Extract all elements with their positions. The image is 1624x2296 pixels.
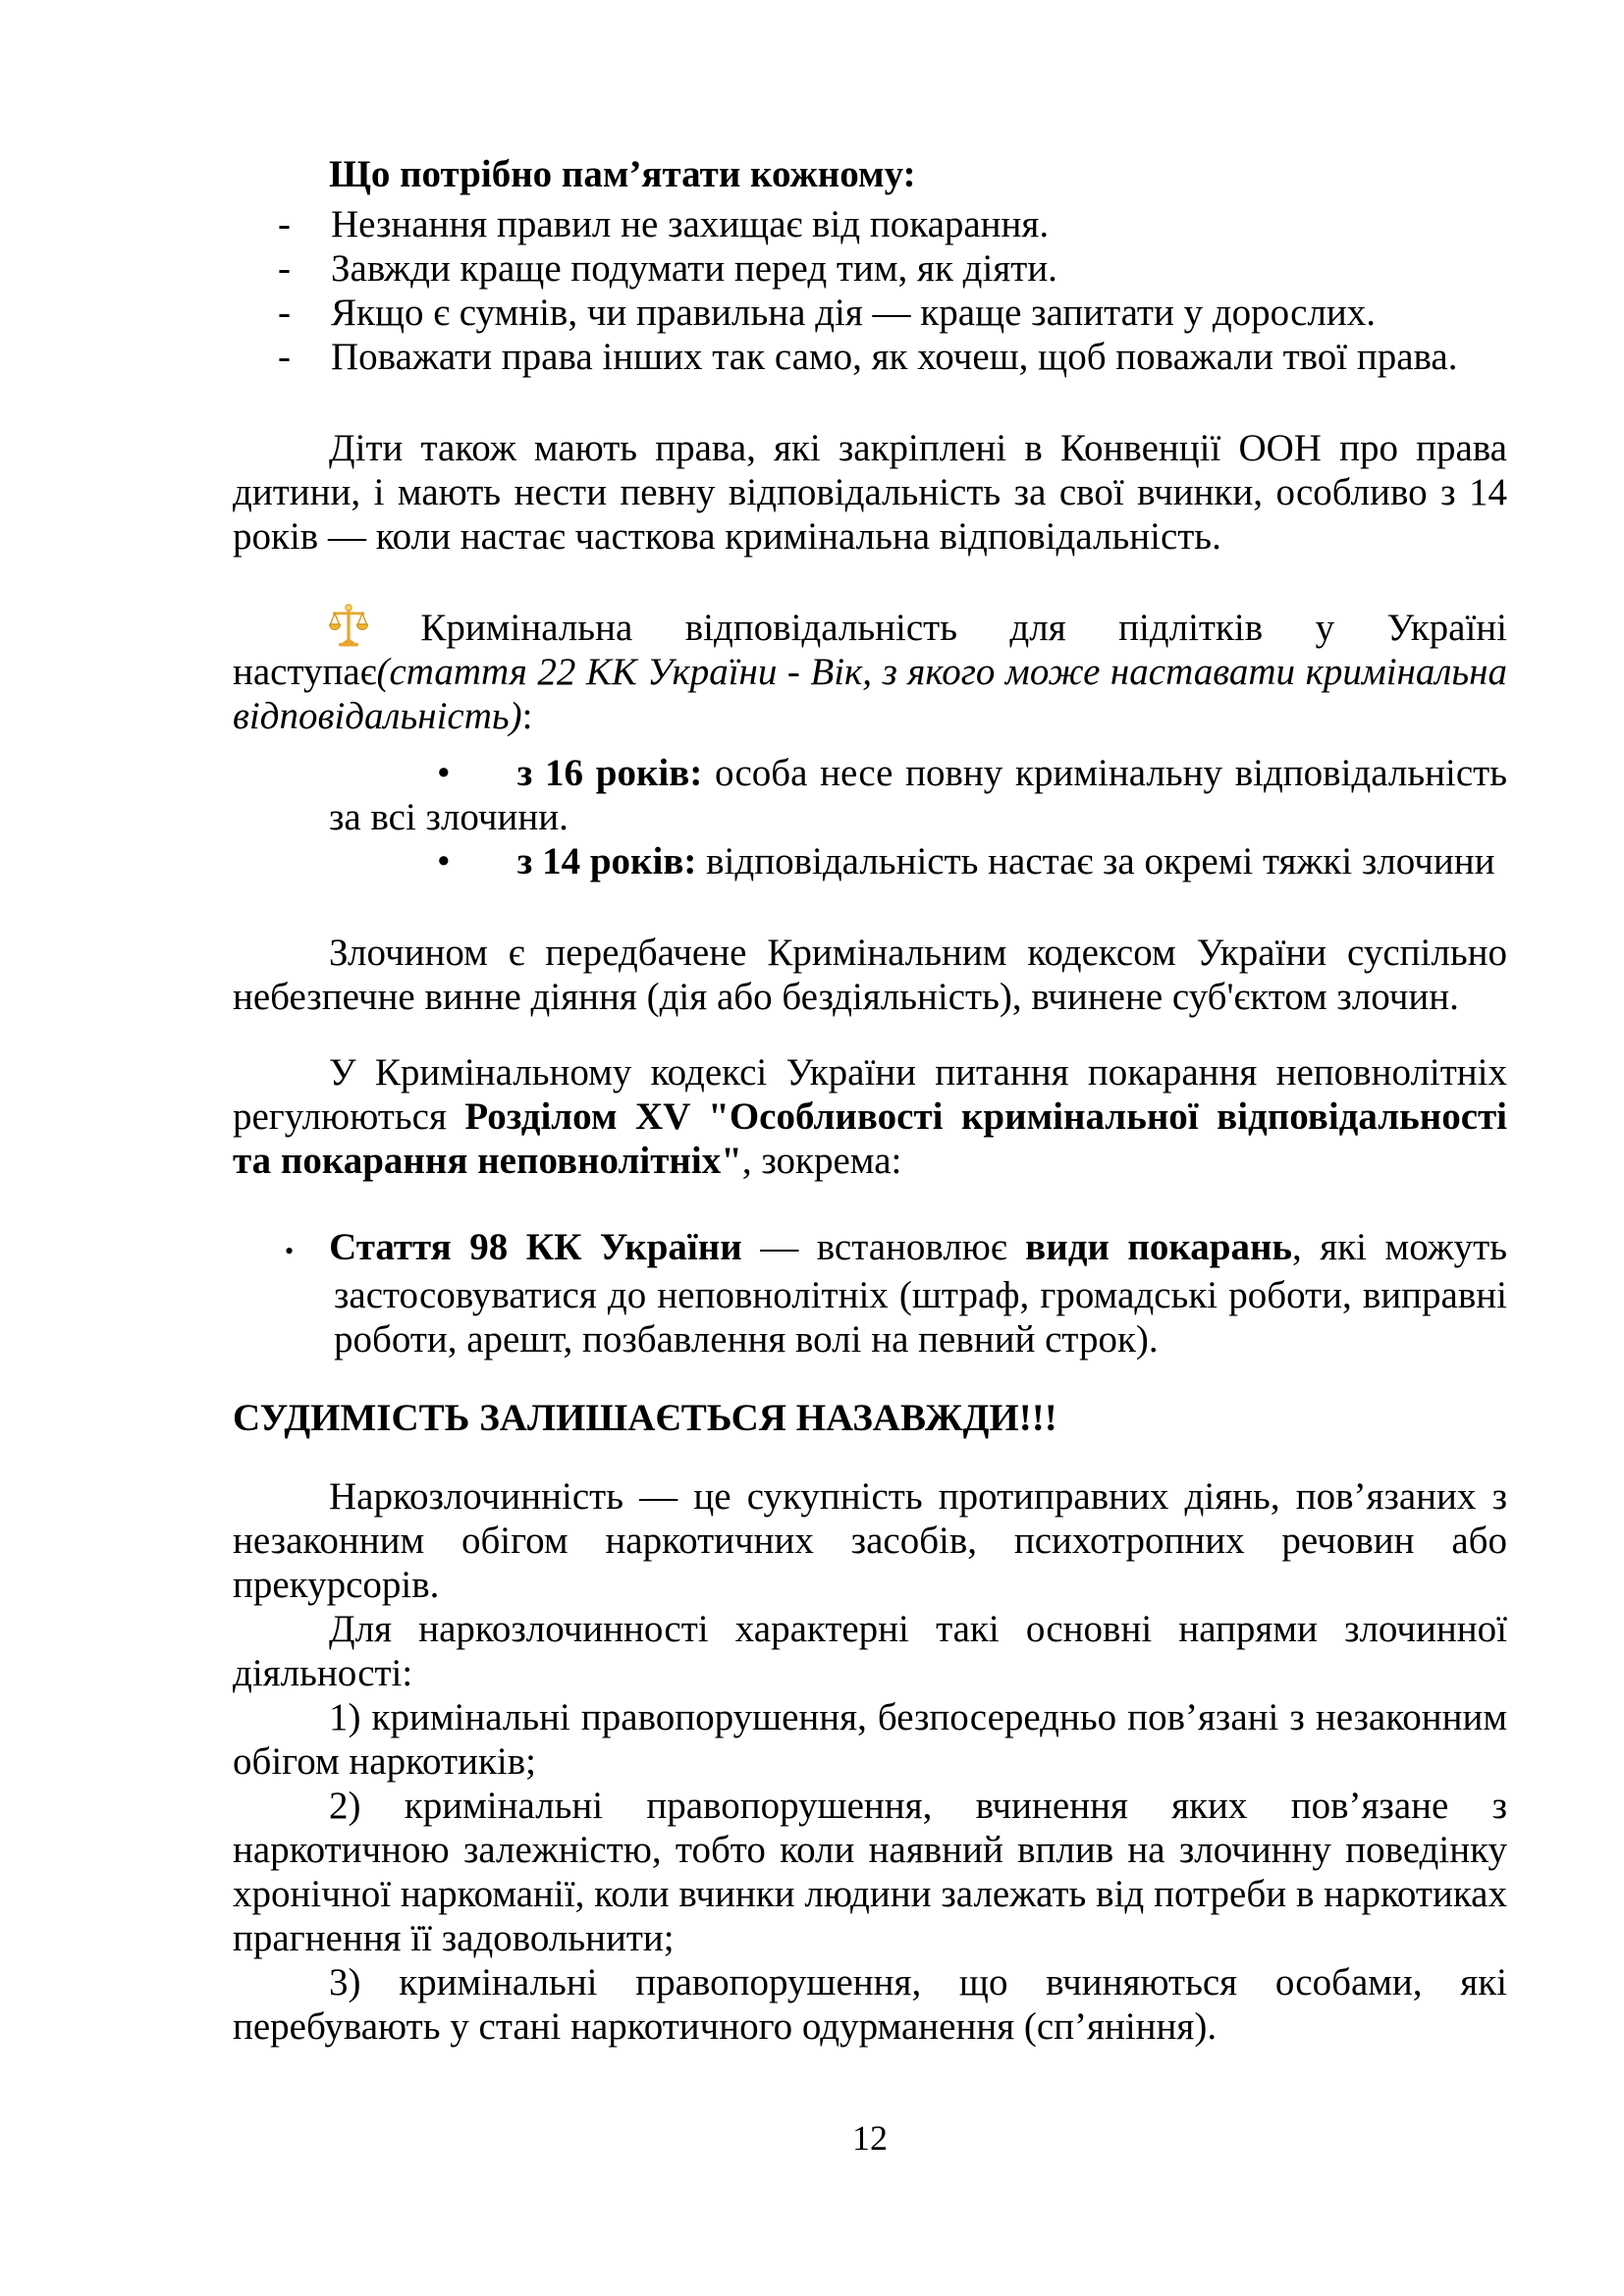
scales-icon — [329, 603, 368, 648]
age-bullet-list — [233, 751, 1507, 883]
article-98-mid: — встановлює — [741, 1226, 1026, 1268]
bullet-marker: • — [285, 1237, 295, 1265]
article-98-text: , які можуть застосовуватися до неповнолітніх (штраф, громадські роботи, виправні роботи, арешт, позбавлення волі на певний строк). — [334, 1226, 1508, 1361]
kk-pre: У Кримінальному кодексі України питання покарання неповнолітніх регулюються — [233, 1051, 1507, 1138]
page-number: 12 — [852, 2118, 888, 2158]
list-item — [233, 291, 1507, 335]
article-98-item — [285, 1225, 1508, 1362]
age-label: з 14 років: — [516, 840, 697, 882]
dash-marker: - — [278, 247, 291, 290]
drug-crime-direction-1: 1) кримінальні правопорушення, безпосередньо пов’язані з незаконним обігом наркотиків; — [233, 1696, 1507, 1783]
list-item-text: Поважати права інших так само, як хочеш, щоб поважали твої права. — [331, 336, 1458, 378]
list-item-text: Якщо є сумнів, чи правильна дія — краще запитати у дорослих. — [331, 292, 1377, 334]
children-rights-paragraph: Діти також мають права, які закріплені в Конвенції ООН про права дитини, і мають нести певну відповідальність за свої вчинки, особливо з 14 років — коли настає часткова кримінальна відповідальність. — [233, 427, 1507, 558]
criminal-responsibility-paragraph — [233, 603, 1507, 738]
list-item — [329, 839, 1507, 883]
conviction-warning-heading: СУДИМІСТЬ ЗАЛИШАЄТЬСЯ НАЗАВЖДИ!!! — [233, 1397, 1057, 1439]
law-reference-italic: (стаття 22 КК України - Вік, з якого може наставати кримінальна відповідальність) — [233, 651, 1507, 737]
list-item — [329, 751, 1507, 839]
crime-definition-paragraph: Злочином є передбачене Кримінальним кодексом України суспільно небезпечне винне діяння (дія або бездіяльність), вчинене суб'єктом злочин. — [233, 932, 1507, 1018]
article-98-bold2: види покарань — [1025, 1226, 1293, 1268]
article-98-title: Стаття 98 КК України — [329, 1226, 742, 1268]
drug-crime-direction-2: 2) кримінальні правопорушення, вчинення яких пов’язане з наркотичною залежністю, тобто коли наявний вплив на злочинну поведінку хронічної наркоманії, коли вчинки людини залежать від потреби в наркотиках прагнення її задовольнити; — [233, 1785, 1507, 1959]
criminal-responsibility-lead-text: Кримінальна відповідальність для підлітків у Україні — [420, 607, 1507, 649]
lead-continuation: наступає — [233, 651, 377, 693]
list-item-text: Завжди краще подумати перед тим, як діяти. — [331, 247, 1057, 290]
drug-crime-definition-paragraph: Наркозлочинність — це сукупність протиправних діянь, пов’язаних з незаконним обігом наркотичних засобів, психотропних речовин або прекурсорів. — [233, 1475, 1507, 1606]
criminal-code-section-paragraph — [233, 1050, 1507, 1183]
dash-marker: - — [278, 203, 291, 245]
list-item — [233, 202, 1507, 246]
memo-heading: Що потрібно пам’ятати кожному: — [329, 153, 916, 195]
age-text: особа несе повну кримінальну відповідальність за всі злочини. — [329, 752, 1508, 838]
bullet-marker: • — [437, 752, 451, 794]
list-item — [233, 335, 1507, 379]
colon: : — [521, 695, 533, 737]
bullet-marker: • — [437, 840, 451, 882]
list-item — [233, 246, 1507, 291]
drug-crime-direction-3: 3) кримінальні правопорушення, що вчиняються особами, які перебувають у стані наркотичного одурманення (сп’яніння). — [233, 1961, 1507, 2048]
page-content — [233, 152, 1507, 2049]
criminal-responsibility-law-reference — [233, 650, 1507, 738]
drug-crime-directions-intro: Для наркозлочинності характерні такі основні напрями злочинної діяльності: — [233, 1608, 1507, 1694]
age-label: з 16 років: — [516, 752, 703, 794]
dash-marker: - — [278, 292, 291, 334]
kk-section-title: Розділом XV "Особливості кримінальної відповідальності та покарання неповнолітніх" — [233, 1095, 1508, 1182]
dash-marker: - — [278, 336, 291, 378]
memo-list — [233, 202, 1507, 379]
criminal-responsibility-lead-line — [233, 603, 1507, 650]
age-text: відповідальність настає за окремі тяжкі злочини — [696, 840, 1495, 882]
list-item-text: Незнання правил не захищає від покарання. — [331, 203, 1050, 245]
kk-post: , зокрема: — [741, 1140, 902, 1182]
